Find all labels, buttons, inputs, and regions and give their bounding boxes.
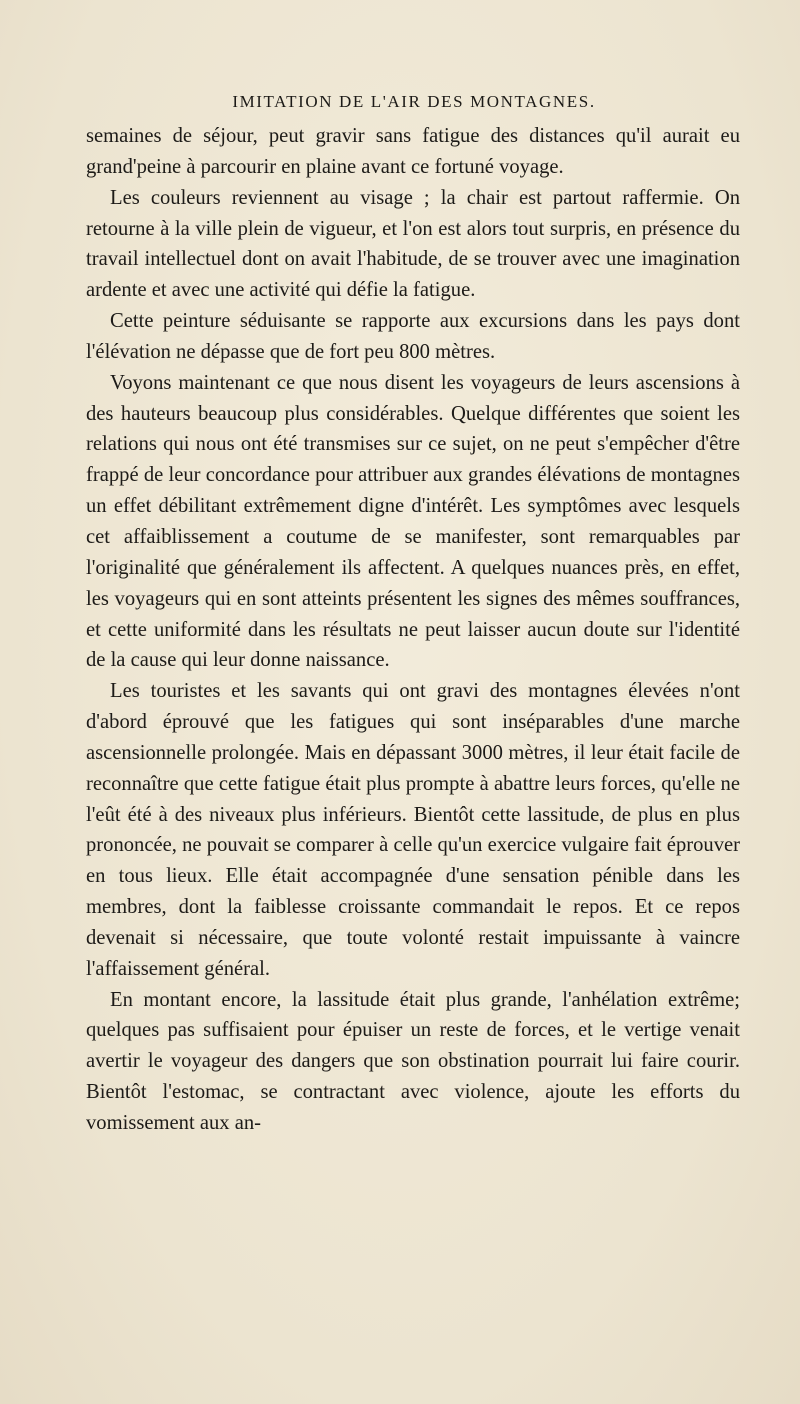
running-title: IMITATION DE L'AIR DES MONTAGNES. [232, 92, 596, 111]
body-text [86, 121, 740, 1139]
paragraph: En montant encore, la lassitude était plus grande, l'anhélation extrême; quelques pas suffisaient pour épuiser un reste de forces, et le vertige venait avertir le voyageur des dangers que son obstination pourrait lui faire courir. Bientôt l'estomac, se contractant avec violence, ajoute les efforts du vomissement aux an- [86, 988, 740, 1134]
paragraph: Les couleurs reviennent au visage ; la chair est partout raffermie. On retourne à la ville plein de vigueur, et l'on est alors tout surpris, en présence du travail intellectuel dont on avait l'habitude, de se trouver avec une imagination ardente et avec une activité qui défie la fatigue. [86, 186, 740, 302]
paragraph: Les touristes et les savants qui ont gravi des montagnes élevées n'ont d'abord éprouvé que les fatigues qui sont inséparables d'une marche ascensionnelle prolongée. Mais en dépassant 3000 mètres, il leur était facile de reconnaître que cette fatigue était plus prompte à abattre leurs forces, qu'elle ne l'eût été à des niveaux plus inférieurs. Bientôt cette lassitude, de plus en plus prononcée, ne pouvait se comparer à celle qu'un exercice vulgaire fait éprouver en tous lieux. Elle était accompagnée d'une sensation pénible dans les membres, dont la faiblesse croissante commandait le repos. Et ce repos devenait si nécessaire, que toute volonté restait impuissante à vaincre l'affaissement général. [86, 680, 740, 980]
paragraph-continuation: semaines de séjour, peut gravir sans fatigue des distances qu'il aurait eu grand'peine à parcourir en plaine avant ce fortuné voyage. [86, 125, 740, 178]
paragraph: Cette peinture séduisante se rapporte aux excursions dans les pays dont l'élévation ne dépasse que de fort peu 800 mètres. [86, 310, 740, 363]
paragraph: Voyons maintenant ce que nous disent les voyageurs de leurs ascensions à des hauteurs beaucoup plus considérables. Quelque différentes que soient les relations qui nous ont été transmises sur ce sujet, on ne peut s'empêcher d'être frappé de leur concordance pour attribuer aux grandes élévations de montagnes un effet débilitant extrêmement digne d'intérêt. Les symptômes avec lesquels cet affaiblissement a coutume de se manifester, sont remarquables par l'originalité que généralement ils affectent. A quelques nuances près, en effet, les voyageurs qui en sont atteints présentent les signes des mêmes souffrances, et cette uniformité dans les résultats ne peut laisser aucun doute sur l'identité de la cause qui leur donne naissance. [86, 371, 740, 672]
